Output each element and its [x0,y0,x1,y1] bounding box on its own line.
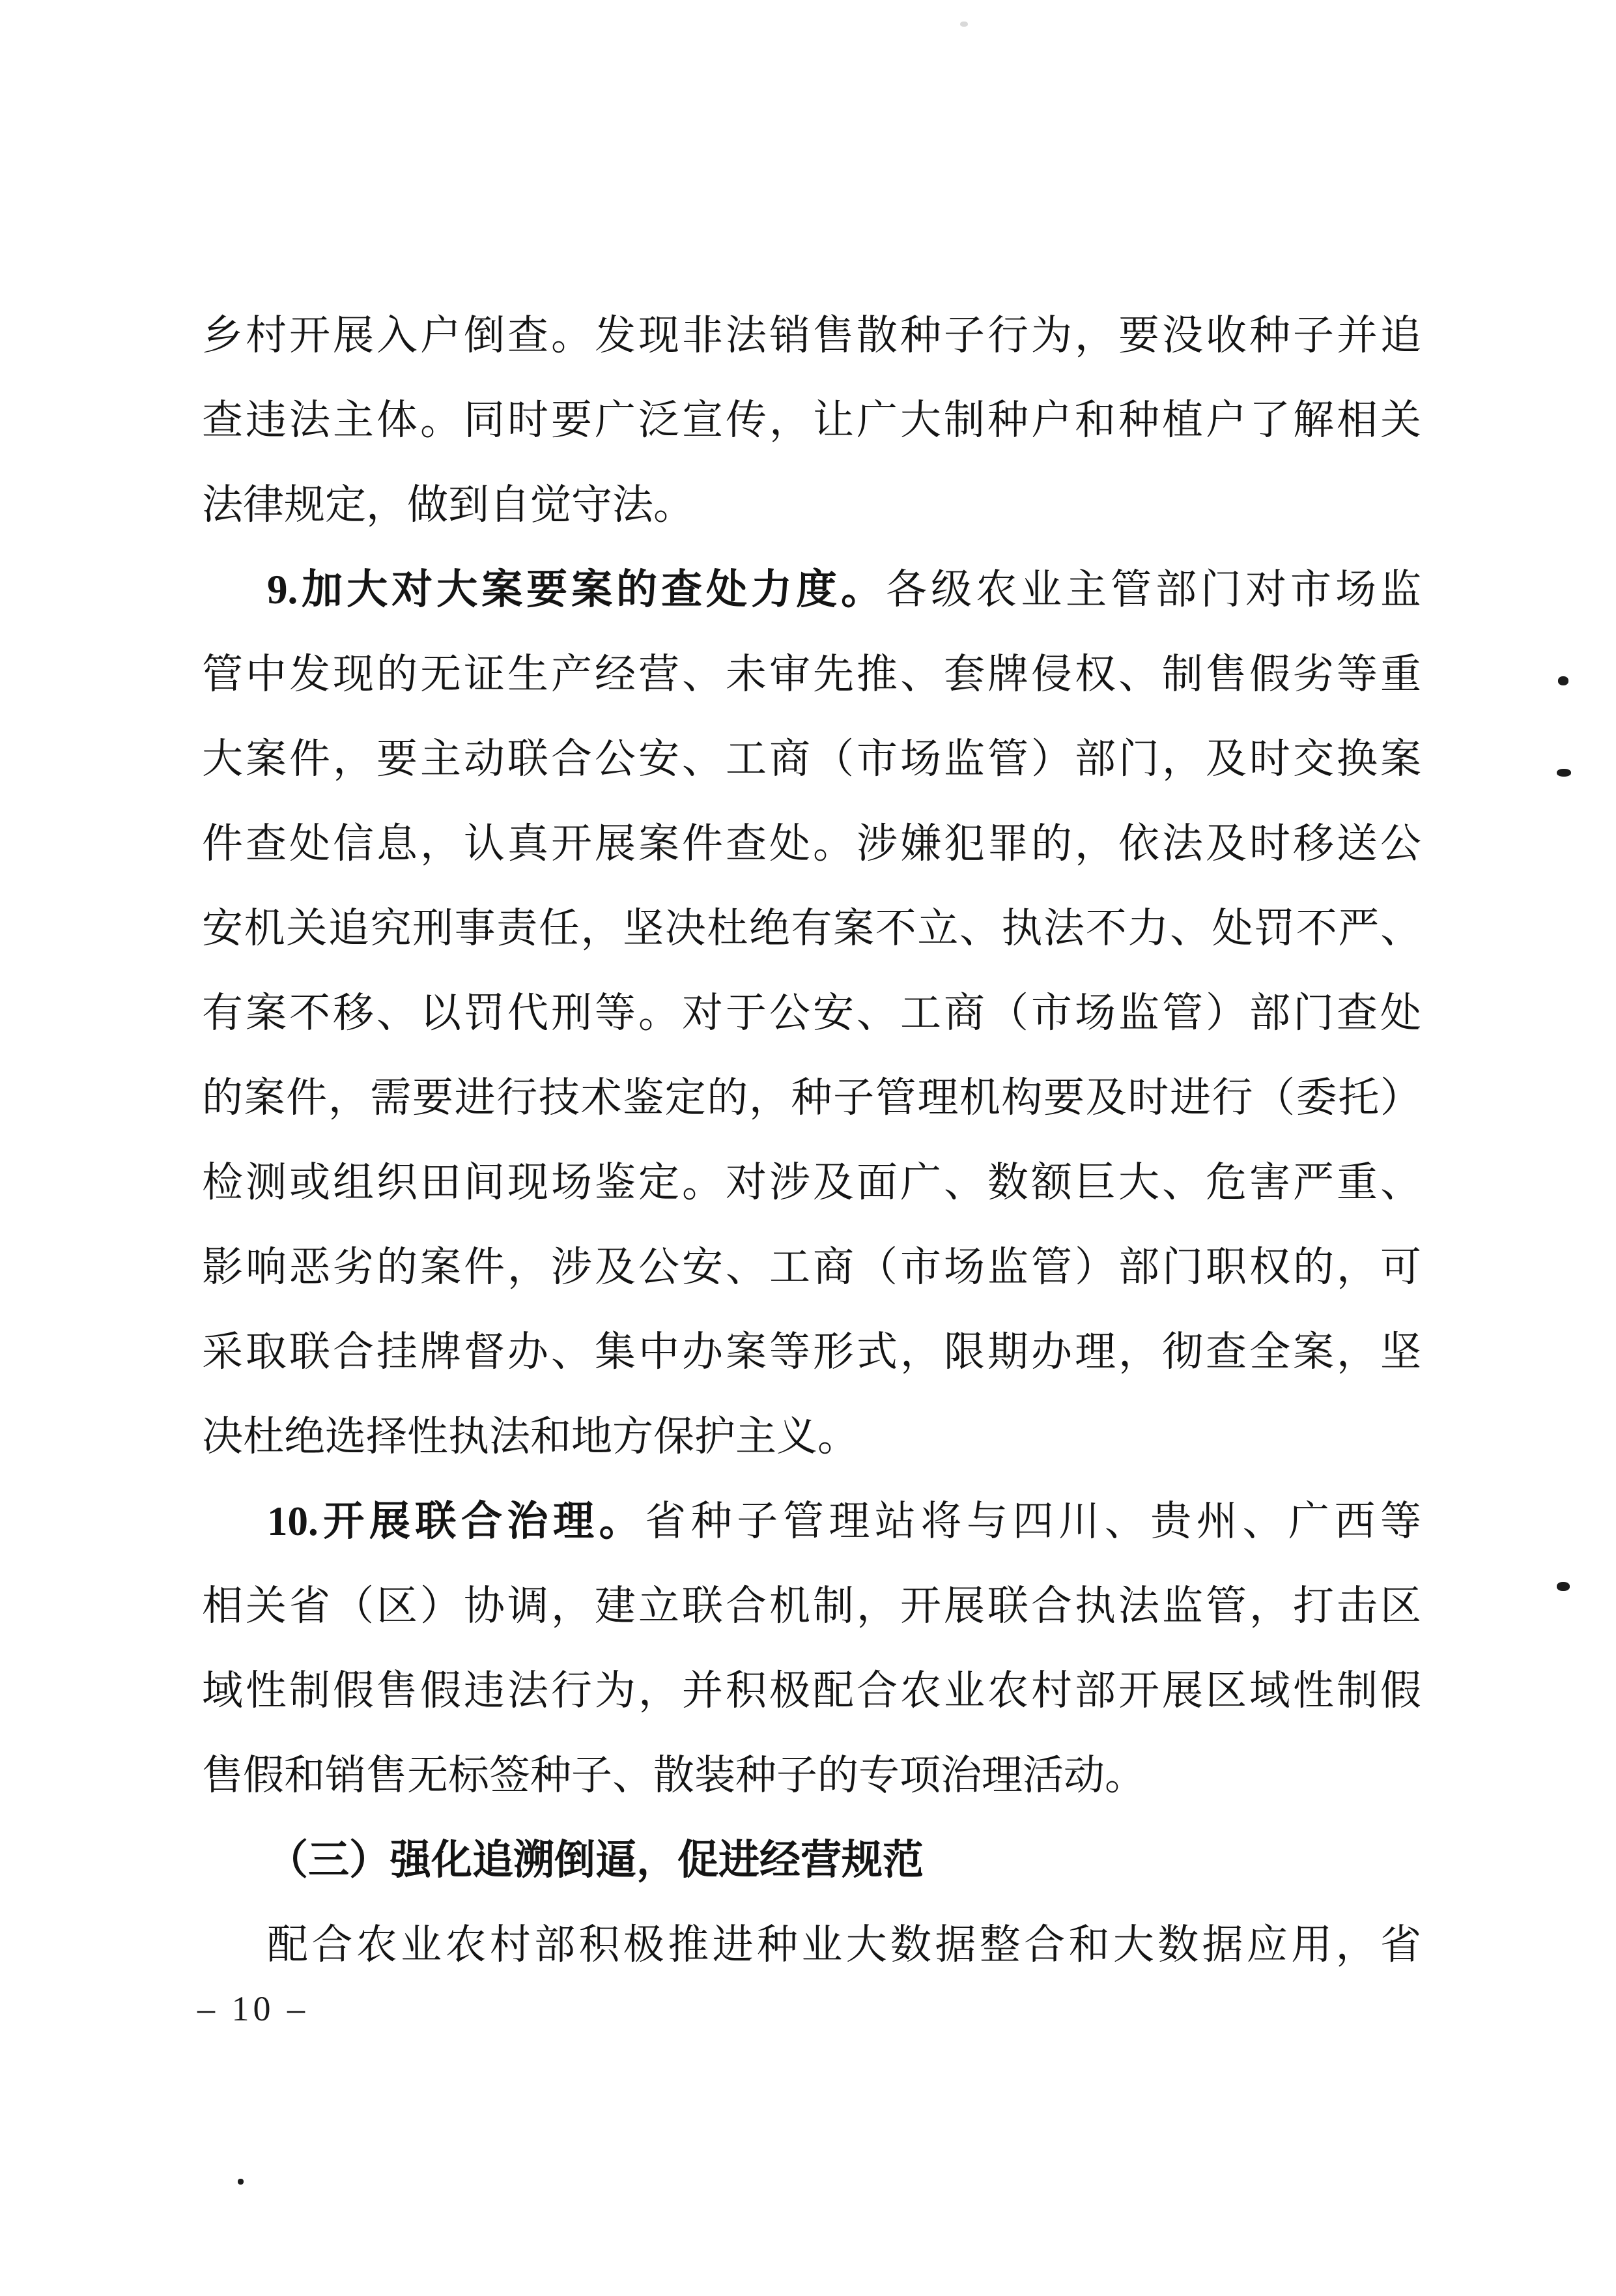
scan-speck [1557,1582,1570,1591]
line-text: 配合农业农村部积极推进种业大数据整合和大数据应用，省 [267,1922,1421,1968]
line-text: 法律规定，做到自觉守法。 [202,482,694,528]
text-line [202,1310,1421,1394]
text-line [202,1055,1421,1140]
text-line [202,378,1421,463]
text-line [202,632,1421,717]
line-text: 影响恶劣的案件，涉及公安、工商（市场监管）部门职权的，可 [202,1244,1421,1290]
line-text: 检测或组织田间现场鉴定。对涉及面广、数额巨大、危害严重、 [202,1160,1421,1205]
line-text: 乡村开展入户倒查。发现非法销售散种子行为，要没收种子并追 [202,313,1421,358]
text-line [202,1902,1421,1987]
text-line [202,293,1421,378]
line-text: 安机关追究刑事责任，坚决杜绝有案不立、执法不力、处罚不严、 [202,906,1421,951]
bold-heading: 9.加大对大案要案的查处力度。 [267,567,886,612]
line-text: 管中发现的无证生产经营、未审先推、套牌侵权、制售假劣等重 [202,652,1421,697]
text-line [202,1479,1421,1564]
scan-speck [1558,676,1568,685]
line-text: 各级农业主管部门对市场监 [886,567,1422,612]
text-line [202,1225,1421,1310]
text-line [202,1394,1421,1479]
text-line [202,1648,1421,1733]
line-text: 省种子管理站将与四川、贵州、广西等 [645,1499,1422,1544]
text-line [202,1564,1421,1648]
line-text: 的案件，需要进行技术鉴定的，种子管理机构要及时进行（委托） [202,1075,1421,1121]
bold-heading: （三）强化追溯倒逼，促进经营规范 [267,1837,924,1883]
line-text: 有案不移、以罚代刑等。对于公安、工商（市场监管）部门查处 [202,990,1421,1036]
line-text: 大案件，要主动联合公安、工商（市场监管）部门，及时交换案 [202,736,1421,782]
line-text: 采取联合挂牌督办、集中办案等形式，限期办理，彻查全案，坚 [202,1329,1421,1375]
text-line [202,1140,1421,1225]
bold-heading: 10.开展联合治理。 [267,1499,645,1544]
scan-speck [238,2179,244,2185]
scan-speck [1557,769,1571,777]
scan-speck [960,22,968,27]
line-text: 售假和销售无标签种子、散装种子的专项治理活动。 [202,1753,1146,1798]
text-line [202,1818,1421,1902]
page-number: – 10 – [197,1989,309,2028]
text-line [202,971,1421,1055]
text-line [202,463,1421,547]
text-line [202,801,1421,886]
document-body [202,293,1421,1987]
line-text: 域性制假售假违法行为，并积极配合农业农村部开展区域性制假 [202,1668,1421,1714]
line-text: 相关省（区）协调，建立联合机制，开展联合执法监管，打击区 [202,1583,1421,1629]
line-text: 件查处信息，认真开展案件查处。涉嫌犯罪的，依法及时移送公 [202,821,1421,867]
text-line [202,547,1421,632]
text-line [202,1733,1421,1818]
line-text: 决杜绝选择性执法和地方保护主义。 [202,1414,858,1459]
text-line [202,717,1421,801]
line-text: 查违法主体。同时要广泛宣传，让广大制种户和种植户了解相关 [202,397,1421,443]
text-line [202,886,1421,971]
